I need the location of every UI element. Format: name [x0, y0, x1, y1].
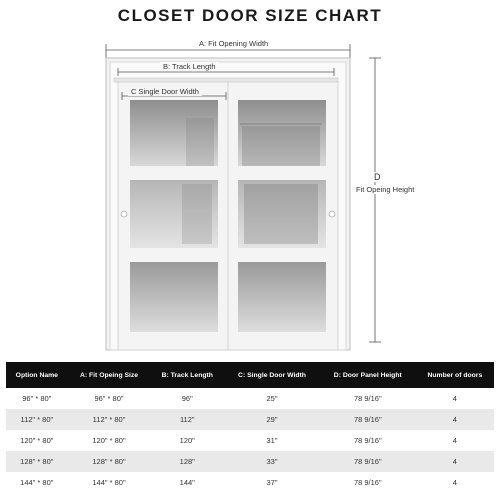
- table-cell: 128" * 80": [68, 451, 151, 472]
- door-handle-right: [329, 211, 335, 217]
- table-cell: 4: [416, 430, 494, 451]
- table-cell: 78 9/16": [320, 472, 416, 493]
- dimension-a-label: A: Fit Opening Width: [196, 39, 271, 48]
- table-cell: 25": [224, 388, 320, 409]
- door-panel-right: [228, 82, 338, 350]
- table-cell: 112" * 80": [68, 409, 151, 430]
- table-cell: 78 9/16": [320, 430, 416, 451]
- table-cell: 144" * 80": [6, 472, 68, 493]
- header-single-door-width: C: Single Door Width: [224, 362, 320, 388]
- table-row: [6, 451, 494, 472]
- table-cell: 96" * 80": [68, 388, 151, 409]
- header-door-panel-height: D: Door Panel Height: [320, 362, 416, 388]
- track: [114, 78, 338, 82]
- size-chart-table: [6, 362, 494, 493]
- table-cell: 112" * 80": [6, 409, 68, 430]
- table-row: [6, 472, 494, 493]
- door-panel-left: [118, 82, 228, 350]
- table-cell: 144" * 80": [68, 472, 151, 493]
- dimension-b-label: B: Track Length: [160, 62, 219, 71]
- table-cell: 29": [224, 409, 320, 430]
- table-cell: 144": [150, 472, 224, 493]
- dimension-d-label: Fit Opeing Height: [356, 185, 415, 194]
- header-track-length: B: Track Length: [150, 362, 224, 388]
- table-cell: 4: [416, 388, 494, 409]
- table-cell: 4: [416, 409, 494, 430]
- table-row: [6, 388, 494, 409]
- header-option-name: Option Name: [6, 362, 68, 388]
- table-cell: 78 9/16": [320, 451, 416, 472]
- table-cell: 96": [150, 388, 224, 409]
- table-cell: 31": [224, 430, 320, 451]
- page-title: CLOSET DOOR SIZE CHART: [117, 6, 383, 25]
- table-cell: 128": [150, 451, 224, 472]
- table-cell: 4: [416, 472, 494, 493]
- dimension-d-letter: D: [374, 172, 381, 182]
- table-cell: 4: [416, 451, 494, 472]
- table-cell: 120" * 80": [6, 430, 68, 451]
- table-cell: 78 9/16": [320, 388, 416, 409]
- table-header-row: [6, 362, 494, 388]
- table-cell: 120" * 80": [68, 430, 151, 451]
- dimension-c-label: C Single Door Width: [128, 87, 202, 96]
- header-fit-opening-size: A: Fit Opeing Size: [68, 362, 151, 388]
- table-cell: 96" * 80": [6, 388, 68, 409]
- table-cell: 120": [150, 430, 224, 451]
- table-cell: 37": [224, 472, 320, 493]
- table-row: [6, 409, 494, 430]
- table-cell: 33": [224, 451, 320, 472]
- table-row: [6, 430, 494, 451]
- table-cell: 112": [150, 409, 224, 430]
- table-cell: 78 9/16": [320, 409, 416, 430]
- header-number-of-doors: Number of doors: [416, 362, 494, 388]
- table-cell: 128" * 80": [6, 451, 68, 472]
- door-handle-left: [121, 211, 127, 217]
